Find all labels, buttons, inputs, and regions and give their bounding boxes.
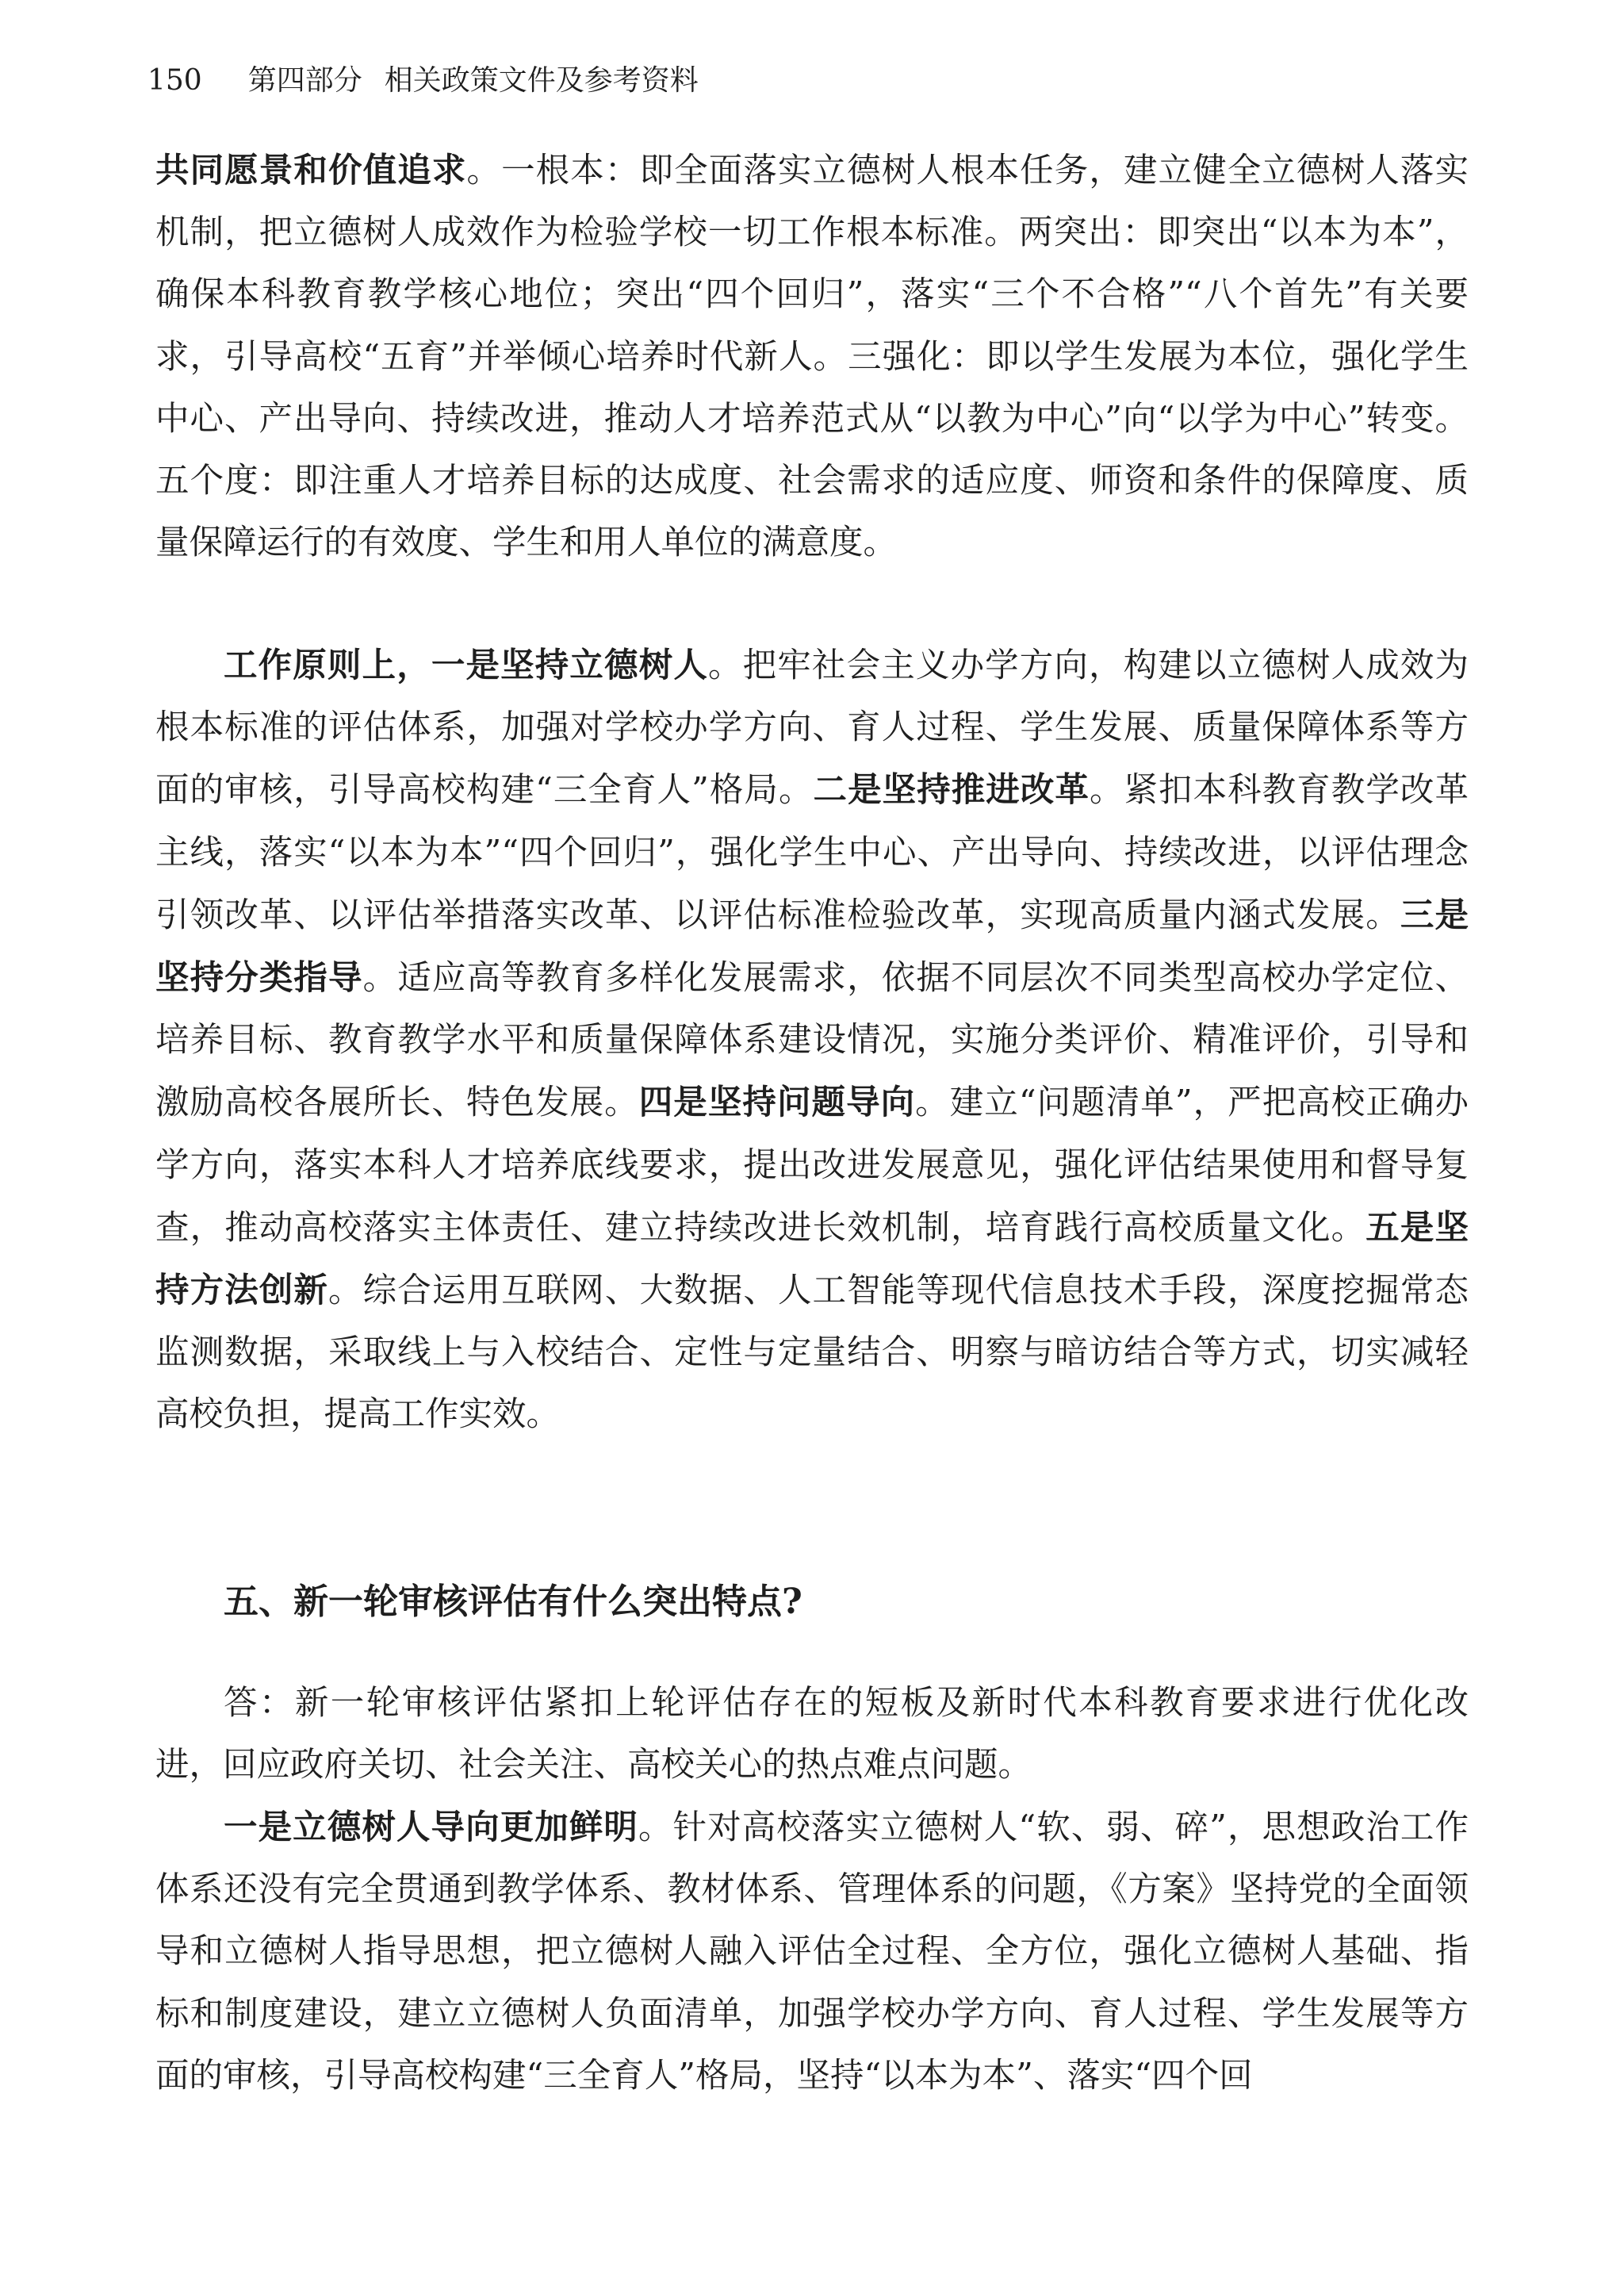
body-text: 。建立“问题清单”，严把高校正确办学方向，落实本科人才培养底线要求，提出改进发展意见，强化评估结果使用和督导复查，推动高校落实主体责任、建立持续改进长效机制，培育践行高校质量文化。	[155, 1083, 1469, 1248]
body-text: 。适应高等教育多样化发展需求，依据不同层次不同类型高校办学定位、培养目标、教育教学水平和质量保障体系建设情况，实施分类评价、精准评价，引导和激励高校各展所长、特色发展。	[155, 959, 1469, 1123]
paragraph-4	[155, 1796, 1469, 2107]
body-text: 。紧扣本科教育教学改革主线，落实“以本为本”“四个回归”，强化学生中心、产出导向、持续改进，以评估理念引领改革、以评估举措落实改革、以评估标准检验改革，实现高质量内涵式发展。	[155, 771, 1469, 935]
header-title: 相关政策文件及参考资料	[384, 64, 699, 97]
bold-lead-text: 共同愿景和价值追求	[155, 151, 467, 190]
bold-lead-text: 工作原则上，一是坚持立德树人	[224, 646, 708, 685]
section-heading: 五、新一轮审核评估有什么突出特点?	[224, 1582, 802, 1622]
paragraph-2	[155, 635, 1469, 1447]
running-header	[147, 57, 699, 105]
body-text: 答：新一轮审核评估紧扣上轮评估存在的短板及新时代本科教育要求进行优化改进，回应政府关切、社会关注、高校关心的热点难点问题。	[155, 1684, 1469, 1785]
bold-lead-text: 二是坚持推进改革	[813, 770, 1090, 811]
paragraph-1	[155, 140, 1469, 574]
bold-lead-text: 三是坚持分类指导	[155, 895, 1469, 999]
bold-lead-text: 五是坚持方法创新	[155, 1207, 1469, 1311]
body-text: 。一根本：即全面落实立德树人根本任务，建立健全立德树人落实机制，把立德树人成效作为检验学校一切工作根本标准。两突出：即突出“以本为本”，确保本科教育教学核心地位；突出“四个回归”，落实“三个不合格”“八个首先”有关要求，引导高校“五育”并举倾心培养时代新人。三强化：即以学生发展为本位，强化学生中心、产出导向、持续改进，推动人才培养范式从“以教为中心”向“以学为中心”转变。五个度：即注重人才培养目标的达成度、社会需求的适应度、师资和条件的保障度、质量保障运行的有效度、学生和用人单位的满意度。	[155, 151, 1469, 563]
bold-lead-text: 一是立德树人导向更加鲜明	[224, 1808, 639, 1847]
paragraph-3	[155, 1673, 1469, 1796]
body-text: 。把牢社会主义办学方向，构建以立德树人成效为根本标准的评估体系，加强对学校办学方向、育人过程、学生发展、质量保障体系等方面的审核，引导高校构建“三全育人”格局。	[155, 646, 1469, 811]
body-text: 。综合运用互联网、大数据、人工智能等现代信息技术手段，深度挖掘常态监测数据，采取线上与入校结合、定性与定量结合、明察与暗访结合等方式，切实减轻高校负担，提高工作实效。	[155, 1271, 1469, 1435]
header-section: 第四部分	[247, 64, 362, 97]
bold-lead-text: 四是坚持问题导向	[638, 1083, 916, 1123]
page-number: 150	[147, 64, 202, 97]
body-text: 。针对高校落实立德树人“软、弱、碎”，思想政治工作体系还没有完全贯通到教学体系、教材体系、管理体系的问题，《方案》坚持党的全面领导和立德树人指导思想，把立德树人融入评估全过程、全方位，强化立德树人基础、指标和制度建设，建立立德树人负面清单，加强学校办学方向、育人过程、学生发展等方面的审核，引导高校构建“三全育人”格局，坚持“以本为本”、落实“四个回	[155, 1808, 1469, 2096]
